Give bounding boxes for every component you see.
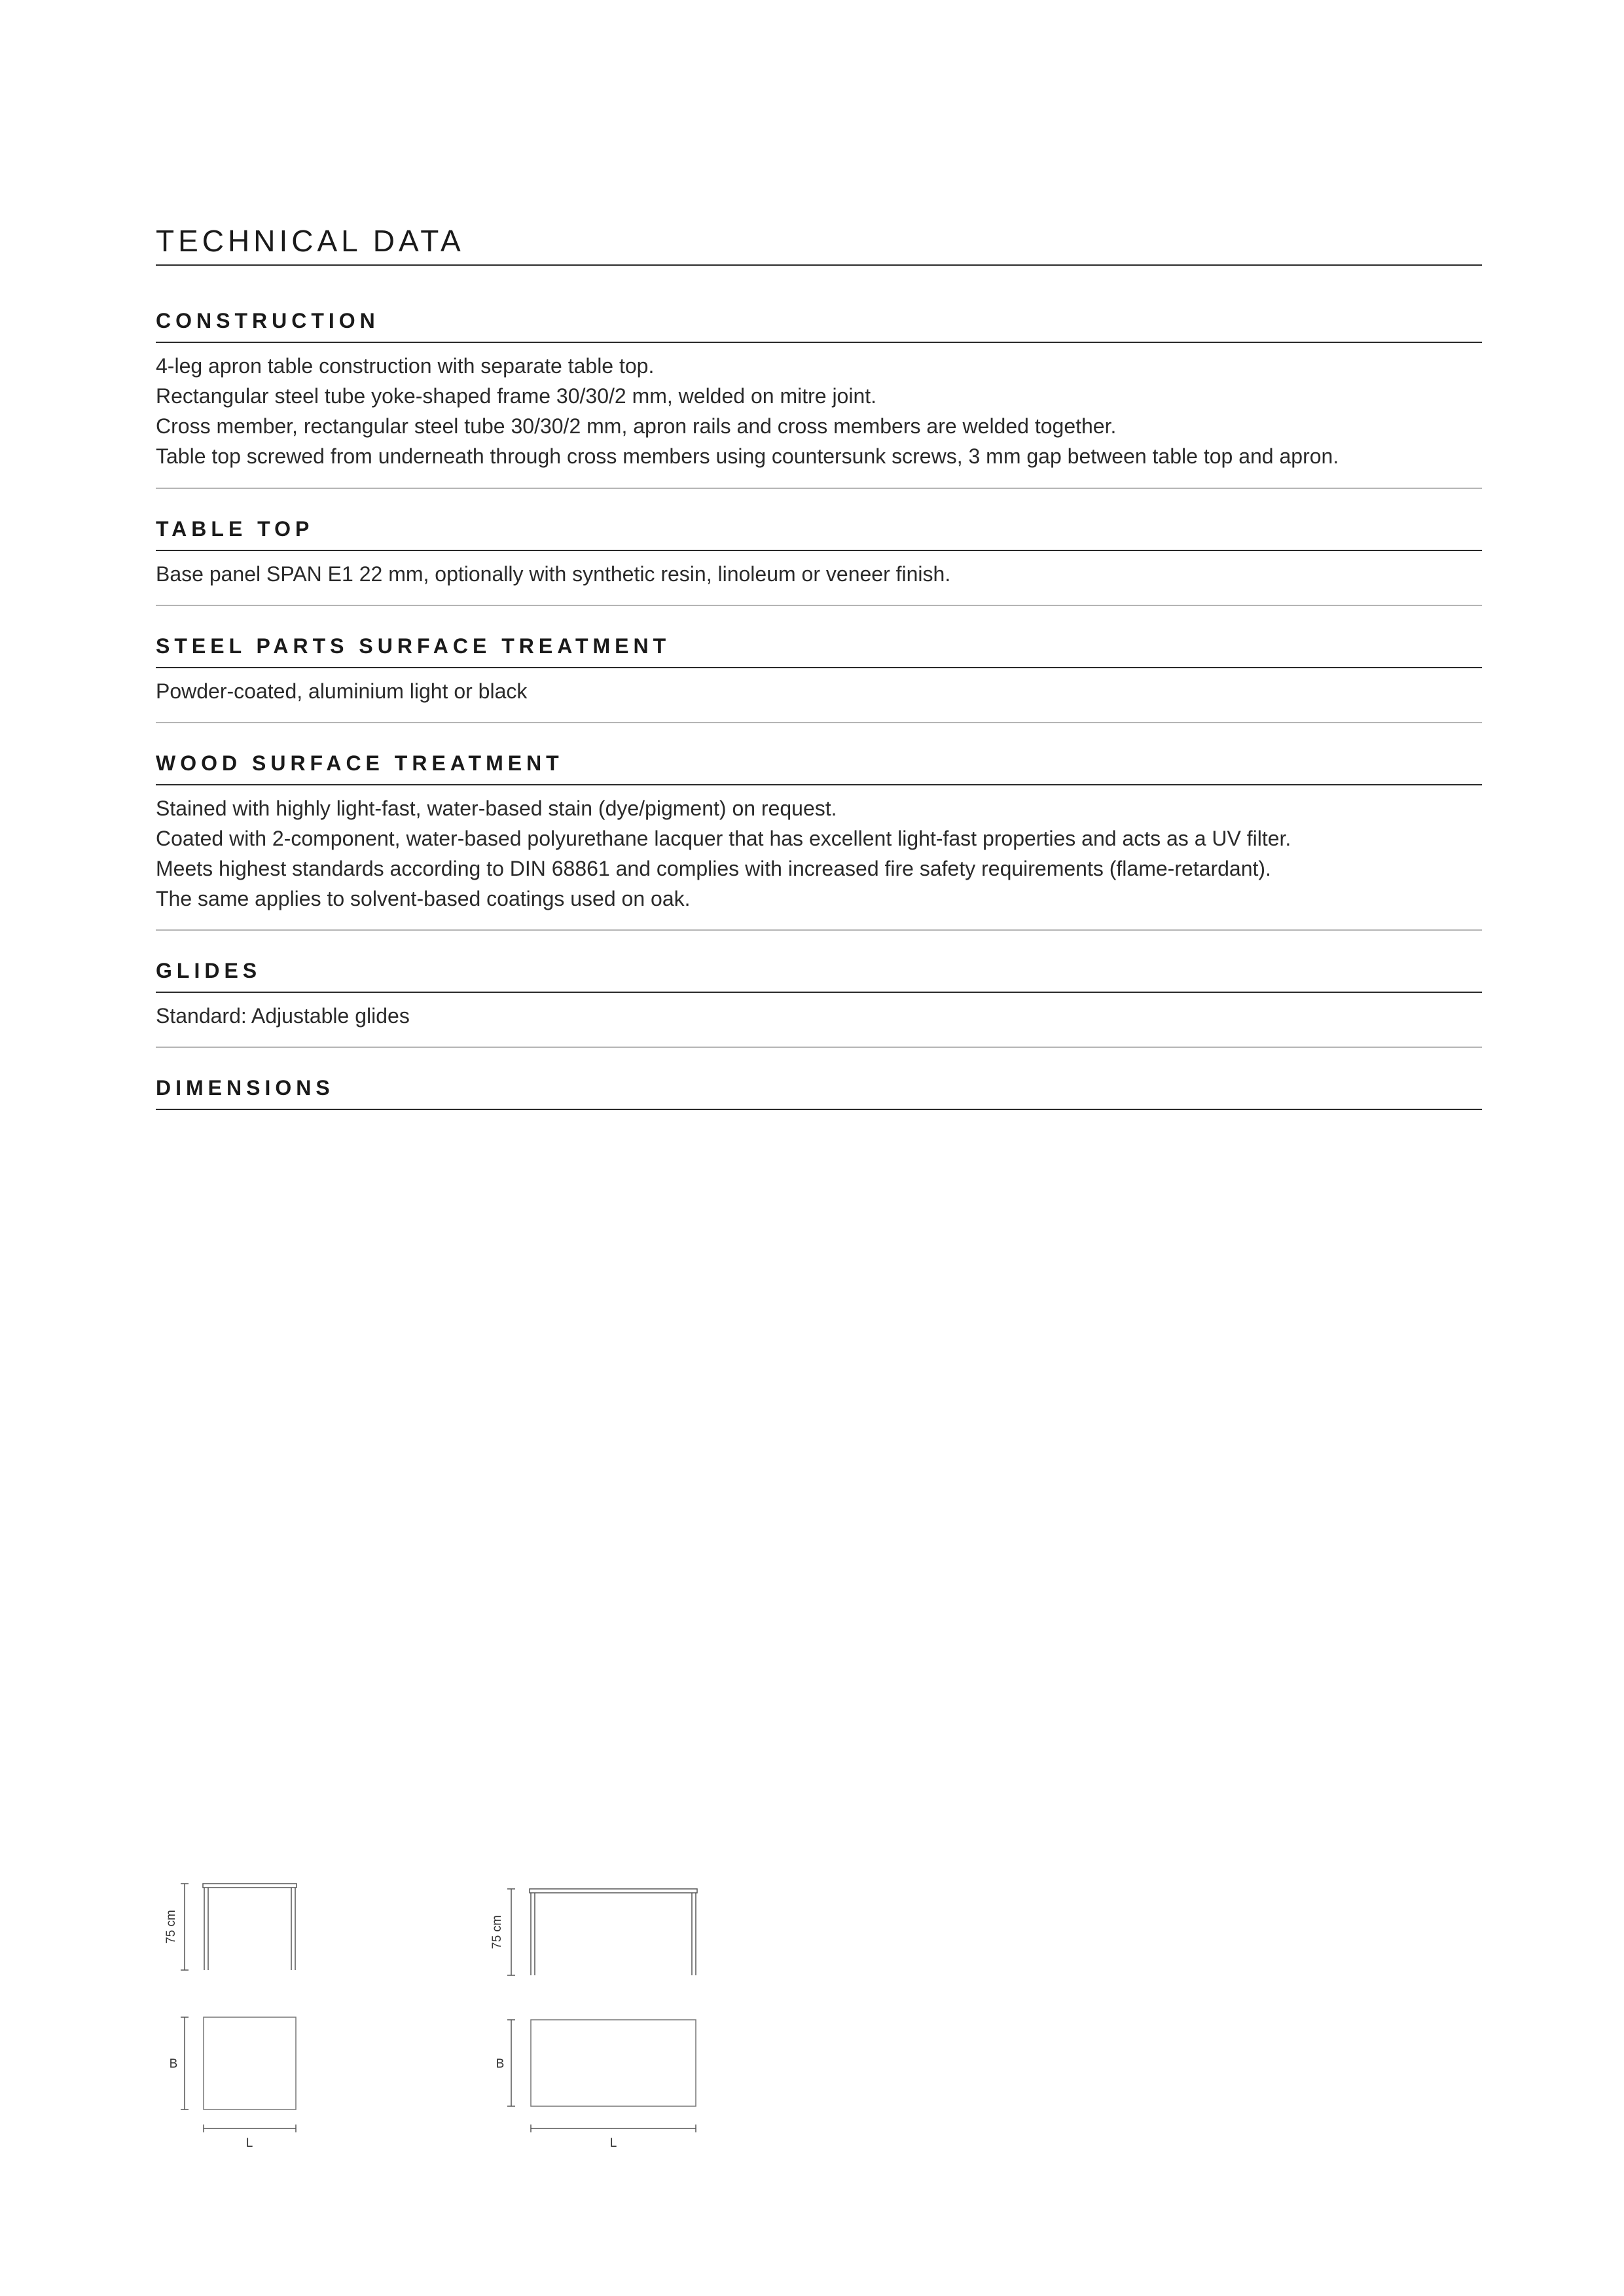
section-divider [156,929,1482,931]
section-rule-construction [156,342,1482,343]
table-top-plan [531,2020,696,2106]
section-rule-glides [156,992,1482,993]
text-line: Cross member, rectangular steel tube 30/30/2 mm, apron rails and cross members are welded together. [156,414,1117,438]
text-line: Meets highest standards according to DIN 68861 and complies with increased fire safety requirements (flame-retardant). [156,857,1271,880]
table-side-view [530,1889,697,1975]
section-divider [156,488,1482,489]
section-heading-wood-surface: WOOD SURFACE TREATMENT [156,751,564,775]
length-label: L [609,2136,617,2150]
section-heading-steel-parts: STEEL PARTS SURFACE TREATMENT [156,634,671,658]
section-rule-wood-surface [156,784,1482,785]
length-dimension-line [204,2125,296,2132]
text-line: Powder-coated, aluminium light or black [156,679,528,703]
width-label: B [169,2057,178,2071]
section-body-wood-surface [156,793,1482,914]
section-heading-dimensions: DIMENSIONS [156,1076,334,1100]
text-line: Standard: Adjustable glides [156,1004,410,1028]
text-line: The same applies to solvent-based coatings used on oak. [156,887,691,910]
width-label: B [496,2057,505,2071]
text-line: Coated with 2-component, water-based polyurethane lacquer that has excellent light-fast properties and acts as a UV filter. [156,827,1291,850]
dimension-drawing-rectangular-table [483,1872,719,2160]
height-dimension-line [181,1884,189,1970]
height-label: 75 cm [490,1915,504,1949]
section-divider [156,605,1482,606]
page-title: TECHNICAL DATA [156,224,465,258]
width-dimension-line [181,2017,189,2109]
dimension-drawing-square-table [157,1872,314,2160]
text-line: Stained with highly light-fast, water-based stain (dye/pigment) on request. [156,797,837,820]
table-top-plan [204,2017,296,2109]
text-line: 4-leg apron table construction with separate table top. [156,354,655,378]
section-body-table-top [156,559,1482,589]
section-body-glides [156,1001,1482,1031]
section-divider [156,1047,1482,1048]
section-rule-table-top [156,550,1482,551]
section-rule-dimensions [156,1109,1482,1110]
section-body-steel-parts [156,676,1482,706]
table-side-view [203,1884,297,1970]
length-dimension-line [531,2125,696,2132]
section-rule-steel-parts [156,667,1482,668]
height-dimension-line [507,1889,515,1975]
title-rule [156,264,1482,266]
section-body-construction [156,351,1482,471]
height-label: 75 cm [164,1910,178,1944]
width-dimension-line [507,2020,515,2106]
length-label: L [245,2136,253,2150]
section-divider [156,722,1482,723]
section-heading-construction: CONSTRUCTION [156,309,380,332]
text-line: Base panel SPAN E1 22 mm, optionally with synthetic resin, linoleum or veneer finish. [156,562,951,586]
text-line: Table top screwed from underneath through cross members using countersunk screws, 3 mm gap between table top and apron. [156,444,1339,468]
text-line: Rectangular steel tube yoke-shaped frame 30/30/2 mm, welded on mitre joint. [156,384,877,408]
section-heading-table-top: TABLE TOP [156,517,314,541]
section-heading-glides: GLIDES [156,959,262,982]
